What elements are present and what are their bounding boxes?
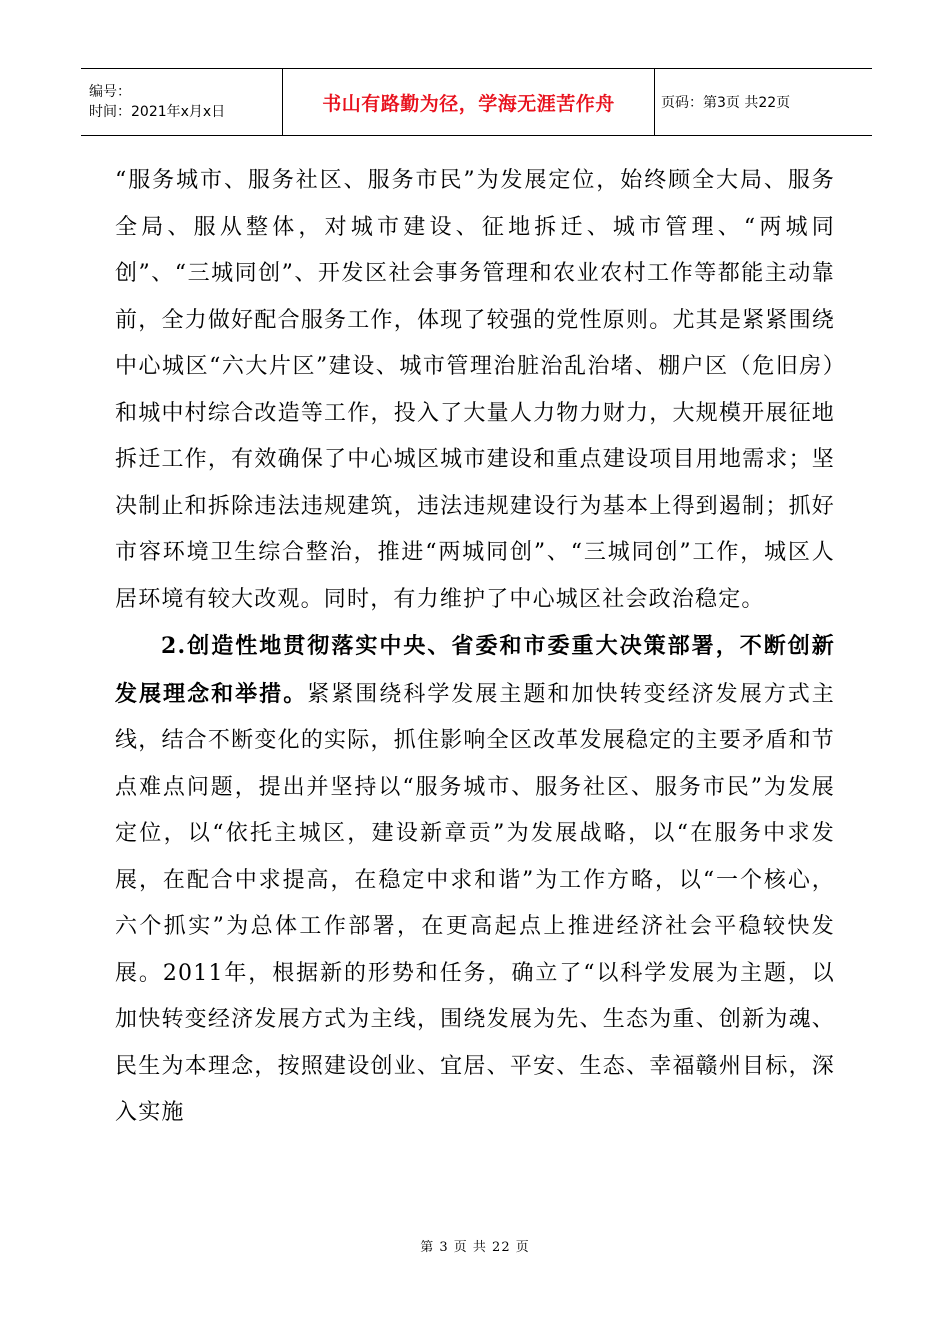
document-time-label: 时间：2021年x月x日	[89, 104, 226, 120]
paragraph-2-heading: 2.创造性地贯彻落实中央、省委和市委重大决策部署，不断创新发展理念和举措。	[115, 633, 835, 707]
page-footer: 第 3 页 共 22 页	[420, 1240, 530, 1255]
header-meta	[81, 69, 283, 135]
document-number-label: 编号：	[89, 84, 131, 100]
paragraph-1: “服务城市、服务社区、服务市民”为发展定位，始终顾全大局、服务全局、服从整体，对城市建设、征地拆迁、城市管理、“两城同创”、“三城同创”、开发区社会事务管理和农业农村工作等都能主动靠前，全力做好配合服务工作，体现了较强的党性原则。尤其是紧紧围绕中心城区“六大片区”建设、城市管理治脏治乱治堵、棚户区（危旧房）和城中村综合改造等工作，投入了大量人力物力财力，大规模开展征地拆迁工作，有效确保了中心城区城市建设和重点建设项目用地需求；坚决制止和拆除违法违规建筑，违法违规建设行为基本上得到遏制；抓好市容环境卫生综合整治，推进“两城同创”、“三城同创”工作，城区人居环境有较大改观。同时，有力维护了中心城区社会政治稳定。	[115, 168, 835, 612]
header-motto: 书山有路勤为径，学海无涯苦作舟	[283, 69, 655, 135]
page-header	[81, 68, 872, 136]
document-body	[115, 158, 835, 1137]
paragraph-2-text: 紧紧围绕科学发展主题和加快转变经济发展方式主线，结合不断变化的实际，抓住影响全区改革发展稳定的主要矛盾和节点难点问题，提出并坚持以“服务城市、服务社区、服务市民”为发展定位，以“依托主城区，建设新章贡”为发展战略，以“在服务中求发展，在配合中求提高，在稳定中求和谐”为工作方略，以“一个核心，六个抓实”为总体工作部署，在更高起点上推进经济社会平稳较快发展。2011年，根据新的形势和任务，确立了“以科学发展为主题，以加快转变经济发展方式为主线，围绕发展为先、生态为重、创新为魂、民生为本理念，按照建设创业、宜居、平安、生态、幸福赣州目标，深入实施	[115, 681, 835, 1125]
paragraph-2	[115, 623, 835, 1137]
header-page-info: 页码：第3页 共22页	[661, 95, 791, 111]
